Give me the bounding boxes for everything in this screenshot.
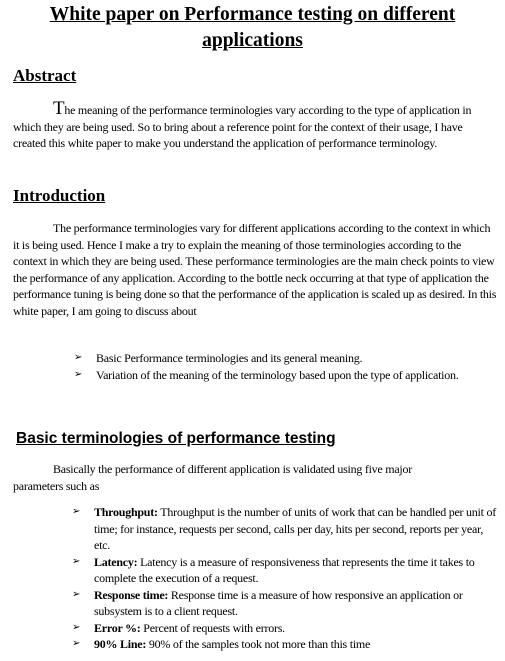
arrow-bullet-icon: ➢ [74,368,83,380]
list-item [72,554,497,587]
list-item [74,350,469,367]
arrow-bullet-icon: ➢ [72,621,81,633]
abstract-text: he meaning of the performance terminologies vary according to the type of application in which they are being used. So to bring about a reference point for the context of their usage, I have created this white paper to make you understand the application of performance terminology. [13,103,472,150]
document-title [0,2,505,54]
term-description: Response time is a measure of how responsive an application or subsystem is to a client request. [94,587,463,618]
term-label: 90% Line: [94,637,147,651]
list-item [72,620,497,637]
bullet-text: Basic Performance terminologies and its general meaning. [96,351,363,365]
term-label: Error %: [94,620,141,635]
list-item [72,587,497,620]
title-line-1: White paper on Performance testing on different [49,4,456,25]
arrow-bullet-icon: ➢ [72,506,81,517]
introduction-paragraph [13,220,497,319]
abstract-heading: Abstract [13,66,77,85]
term-description: 90% of the samples took not more than this time [146,637,371,651]
bullet-text: Variation of the meaning of the terminology based upon the type of application. [96,367,459,382]
list-item [72,504,497,554]
title-line-2: applications [202,30,303,51]
arrow-bullet-icon: ➢ [72,638,81,649]
term-label: Throughput: [94,505,158,519]
arrow-bullet-icon: ➢ [72,555,81,567]
basic-terminologies-text: Basically the performance of different application is validated using five major parameters such as [13,462,412,493]
basic-terminologies-heading: Basic terminologies of performance testing [16,430,336,447]
introduction-heading: Introduction [13,186,106,205]
arrow-bullet-icon: ➢ [72,588,81,600]
term-description: Latency is a measure of responsiveness that represents the time it takes to complete the execution of a request. [94,554,475,585]
term-description: Throughput is the number of units of work that can be handled per unit of time; for instance, requests per second, calls per day, hits per second, reports per year, etc. [94,505,496,552]
term-label: Latency: [94,554,138,569]
term-description: Percent of requests with errors. [140,620,285,635]
abstract-dropcap: T [53,98,65,119]
list-item [74,367,469,384]
performance-parameters-list [72,504,497,653]
arrow-bullet-icon: ➢ [74,352,83,363]
abstract-paragraph [13,98,497,152]
basic-terminologies-paragraph [13,461,463,494]
term-label: Response time: [94,587,169,602]
introduction-bullet-list [74,350,469,383]
introduction-text: The performance terminologies vary for different applications according to the context in which it is being used. Hence I make a try to explain the meaning of those terminologies according to the context in which they are being used. These performance terminologies are the main check points to view the performance of any application. According to the bottle neck occurring at that type of application the performance tuning is being done so that the performance of the application is scaled up as desired. In this white paper, I am going to discuss about [13,221,497,318]
list-item [72,636,497,653]
